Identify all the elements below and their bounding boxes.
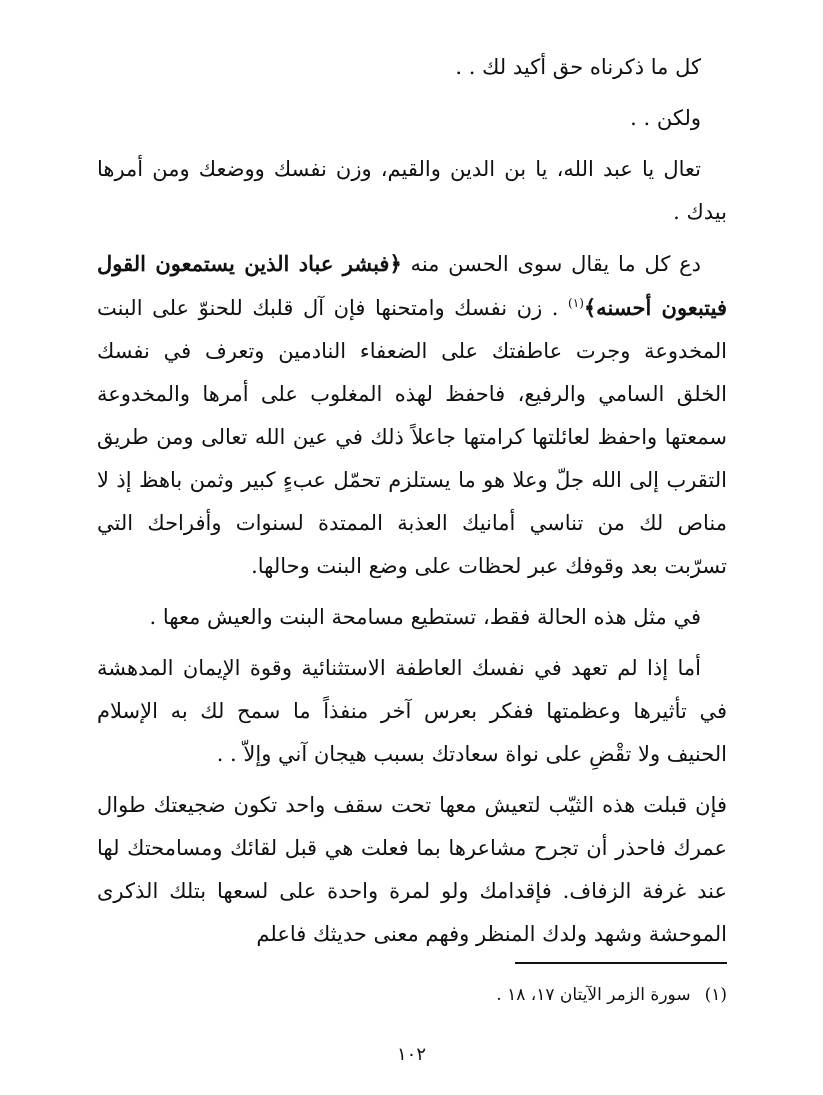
paragraph-2: ولكن . . [630, 106, 701, 130]
main-text [97, 46, 727, 964]
page-number: ١٠٢ [396, 1044, 426, 1065]
quran-verse: ﴿فبشر عباد الذين يستمعون القول فيتبعون أحسنه﴾ [97, 251, 727, 320]
footnote-number: (١) [704, 985, 727, 1005]
paragraph-4-rest: . زن نفسك وامتحنها فإن آل قلبك للحنوّ على البنت المخدوعة وجرت عاطفتك على الضعفاء النادمين وتعرف في نفسك الخلق السامي والرفيع، فاحفظ لهذه المغلوب على أمرها والمخدوعة سمعتها واحفظ لعائلتها كرامتها جاعلاً ذلك في عين الله تعالى ومن طريق التقرب إلى الله جلّ وعلا هو ما يستلزم تحمّل عبءٍ كبير وثمن باهظ إذ لا مناص لك من تناسي أمانيك العذبة الممتدة لسنوات وأفراحك التي تسرّبت بعد وقوفك عبر لحظات على وضع البنت وحالها. [97, 296, 727, 578]
footnote [97, 982, 727, 1008]
paragraph-5: في مثل هذه الحالة فقط، تستطيع مسامحة البنت والعيش معها . [149, 605, 701, 629]
paragraph-3: تعال يا عبد الله، يا بن الدين والقيم، وزن نفسك ووضعك ومن أمرها بيدك . [97, 157, 727, 224]
paragraph-1: كل ما ذكرناه حق أكيد لك . . [455, 55, 701, 79]
footnote-reference[interactable]: (١) [568, 296, 584, 310]
footnote-divider [515, 962, 727, 964]
footnote-text: سورة الزمر الآيتان ١٧، ١٨ . [496, 985, 691, 1005]
paragraph-4 [97, 242, 727, 588]
paragraph-4-intro: دع كل ما يقال سوى الحسن منه [401, 252, 702, 276]
paragraph-6: أما إذا لم تعهد في نفسك العاطفة الاستثنائية وقوة الإيمان المدهشة في تأثيرها وعظمتها ففكر بعرس آخر منفذاً ما سمح لك به الإسلام الحنيف ولا تقْضِ على نواة سعادتك بسبب هيجان آني وإلاّ . . [97, 656, 727, 766]
paragraph-7: فإن قبلت هذه الثيّب لتعيش معها تحت سقف واحد تكون ضجيعتك طوال عمرك فاحذر أن تجرح مشاعرها بما فعلت هي قبل لقائك ومسامحتك لها عند غرفة الزفاف. فإقدامك ولو لمرة واحدة على لسعها بتلك الذكرى الموحشة وشهد ولدك المنظر وفهم معنى حديثك فاعلم [97, 793, 727, 946]
